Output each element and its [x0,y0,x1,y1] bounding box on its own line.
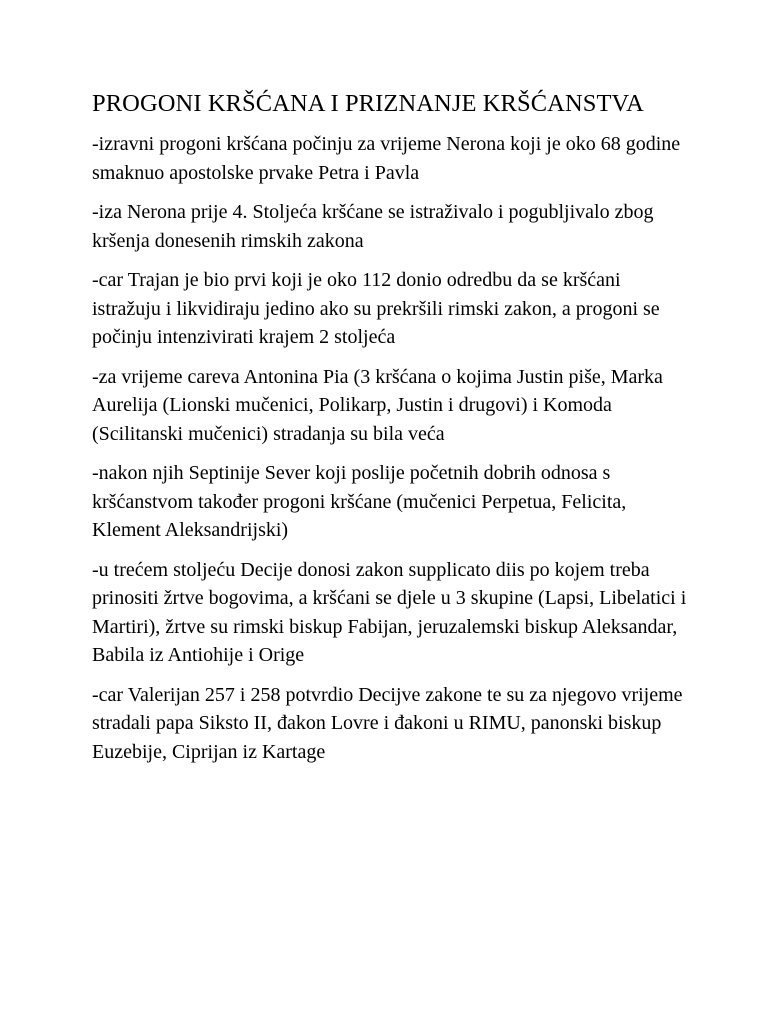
paragraph-trajan: -car Trajan je bio prvi koji je oko 112 donio odredbu da se kršćani istražuju i likvidiraju jedino ako su prekršili rimski zakon, a progoni se počinju intenzivirati krajem 2 stoljeća [92,269,660,348]
paragraph-nero: -izravni progoni kršćana počinju za vrijeme Nerona koji je oko 68 godine smaknuo apostolske prvake Petra i Pavla [92,133,681,184]
paragraph-valerian: -car Valerijan 257 i 258 potvrdio Decijve zakone te su za njegovo vrijeme stradali papa Siksto II, đakon Lovre i đakoni u RIMU, panonski biskup Euzebije, Ciprijan iz Kartage [92,683,683,763]
paragraph-decius: -u trećem stoljeću Decije donosi zakon supplicato diis po kojem treba prinositi žrtve bogovima, a kršćani se djele u 3 skupine (Lapsi, Libelatici i Martiri), žrtve su rimski biskup Fabijan, jeruzalemski biskup Aleksandar, Babila iz Antiohije i Orige [92,558,687,666]
paragraph-after-nero: -iza Nerona prije 4. Stoljeća kršćane se istraživalo i pogubljivalo zbog kršenja donesenih rimskih zakona [92,201,654,252]
document-title: PROGONI KRŠĆANA I PRIZNANJE KRŠĆANSTVA [92,90,644,117]
paragraph-antoninus: -za vrijeme careva Antonina Pia (3 kršćana o kojima Justin piše, Marka Aurelija (Lionski mučenici, Polikarp, Justin i drugovi) i Komoda (Scilitanski mučenici) stradanja su bila veća [92,365,663,445]
paragraph-severus: -nakon njih Septinije Sever koji poslije početnih dobrih odnosa s kršćanstvom također progoni kršćane (mučenici Perpetua, Felicita, Klement Aleksandrijski) [92,462,627,541]
document-page [92,88,692,777]
